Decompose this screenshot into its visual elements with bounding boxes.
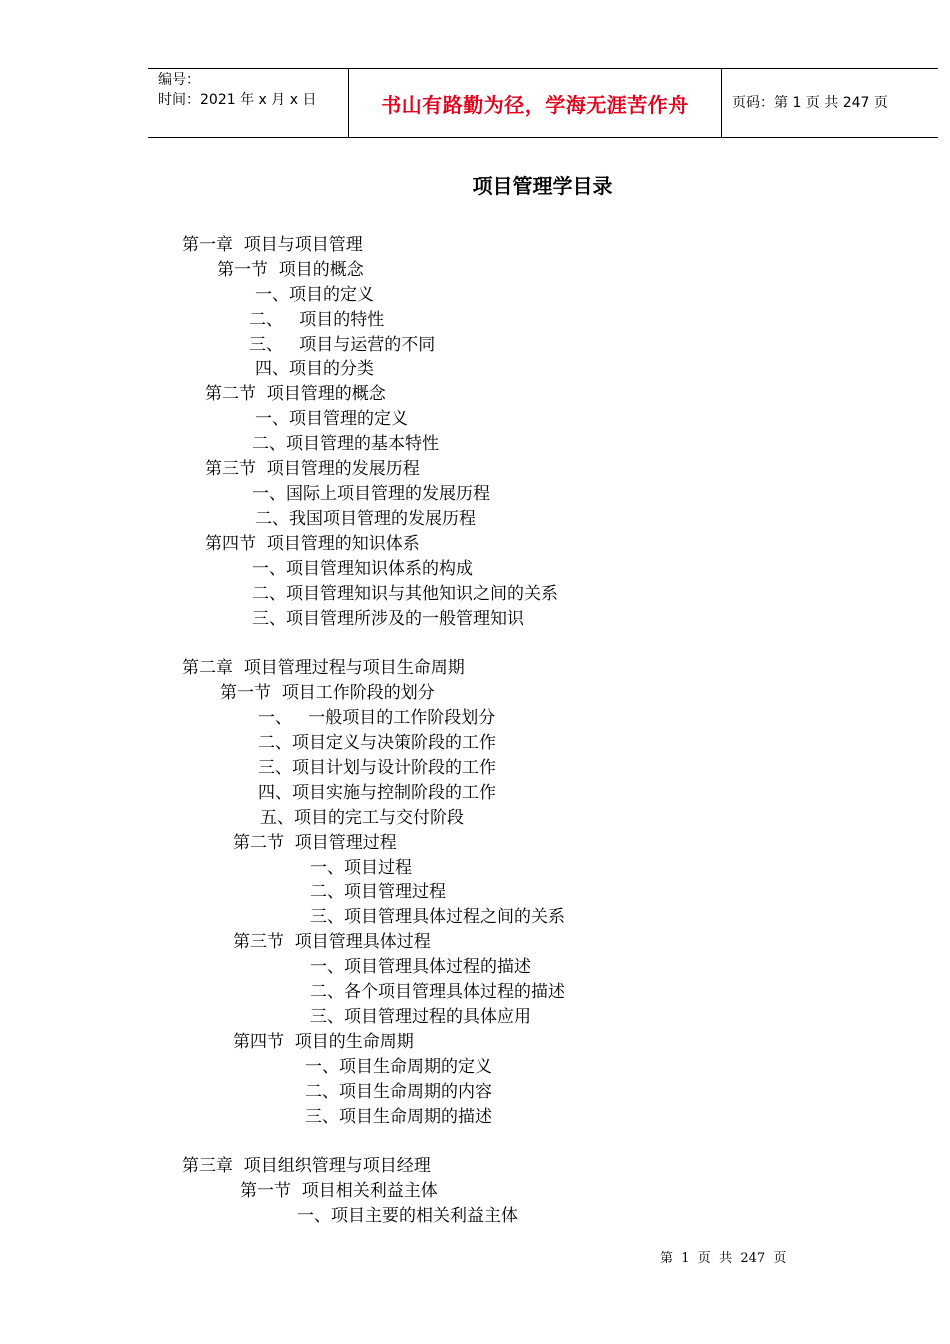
toc-item: 二、项目管理过程 xyxy=(310,882,446,902)
toc-item: 一、项目过程 xyxy=(310,858,412,878)
toc-item: 二、各个项目管理具体过程的描述 xyxy=(310,982,565,1002)
toc-item: 一、项目管理的定义 xyxy=(255,409,408,429)
toc-item: 一、 一般项目的工作阶段划分 xyxy=(258,708,496,728)
toc-item: 一、项目的定义 xyxy=(255,285,374,305)
toc-item: 二、 项目的特性 xyxy=(249,310,385,330)
toc-chapter: 第二章 项目管理过程与项目生命周期 xyxy=(182,658,465,678)
toc-item: 三、项目管理具体过程之间的关系 xyxy=(310,907,565,927)
toc-item: 二、项目管理知识与其他知识之间的关系 xyxy=(252,584,558,604)
header-motto: 书山有路勤为径，学海无涯苦作舟 xyxy=(381,93,689,117)
toc-item: 二、项目定义与决策阶段的工作 xyxy=(258,733,496,753)
toc-item: 二、项目生命周期的内容 xyxy=(305,1082,492,1102)
toc-section: 第三节 项目管理的发展历程 xyxy=(205,459,420,479)
toc-item: 三、 项目与运营的不同 xyxy=(249,335,436,355)
toc-item: 三、项目生命周期的描述 xyxy=(305,1107,492,1127)
toc-item: 四、项目实施与控制阶段的工作 xyxy=(258,783,496,803)
toc-section: 第三节 项目管理具体过程 xyxy=(233,932,431,952)
toc-section: 第二节 项目管理过程 xyxy=(233,833,397,853)
toc-section: 第四节 项目管理的知识体系 xyxy=(205,534,420,554)
toc-section: 第四节 项目的生命周期 xyxy=(233,1032,414,1052)
toc-item: 一、项目主要的相关利益主体 xyxy=(297,1206,518,1226)
toc-chapter: 第三章 项目组织管理与项目经理 xyxy=(182,1156,431,1176)
toc-item: 二、项目管理的基本特性 xyxy=(252,434,439,454)
toc-section: 第二节 项目管理的概念 xyxy=(205,384,386,404)
document-title: 项目管理学目录 xyxy=(472,174,613,198)
header-page-info: 页码：第 1 页 共 247 页 xyxy=(732,95,888,111)
toc-section: 第一节 项目工作阶段的划分 xyxy=(220,683,435,703)
toc-item: 四、项目的分类 xyxy=(255,359,374,379)
toc-item: 三、项目计划与设计阶段的工作 xyxy=(258,758,496,778)
toc-chapter: 第一章 项目与项目管理 xyxy=(182,235,363,255)
toc-item: 三、项目管理所涉及的一般管理知识 xyxy=(252,609,524,629)
toc-item: 一、项目管理具体过程的描述 xyxy=(310,957,531,977)
toc-item: 一、项目管理知识体系的构成 xyxy=(252,559,473,579)
toc-item: 五、项目的完工与交付阶段 xyxy=(260,808,464,828)
page-footer: 第 1 页 共 247 页 xyxy=(660,1251,787,1266)
toc-section: 第一节 项目的概念 xyxy=(217,260,364,280)
toc-item: 二、我国项目管理的发展历程 xyxy=(255,509,476,529)
toc-item: 三、项目管理过程的具体应用 xyxy=(310,1007,531,1027)
toc-item: 一、项目生命周期的定义 xyxy=(305,1057,492,1077)
time-label: 时间：2021 年 x 月 x 日 xyxy=(158,92,317,108)
toc-item: 一、国际上项目管理的发展历程 xyxy=(252,484,490,504)
toc-section: 第一节 项目相关利益主体 xyxy=(240,1181,438,1201)
serial-number-label: 编号： xyxy=(158,72,200,88)
